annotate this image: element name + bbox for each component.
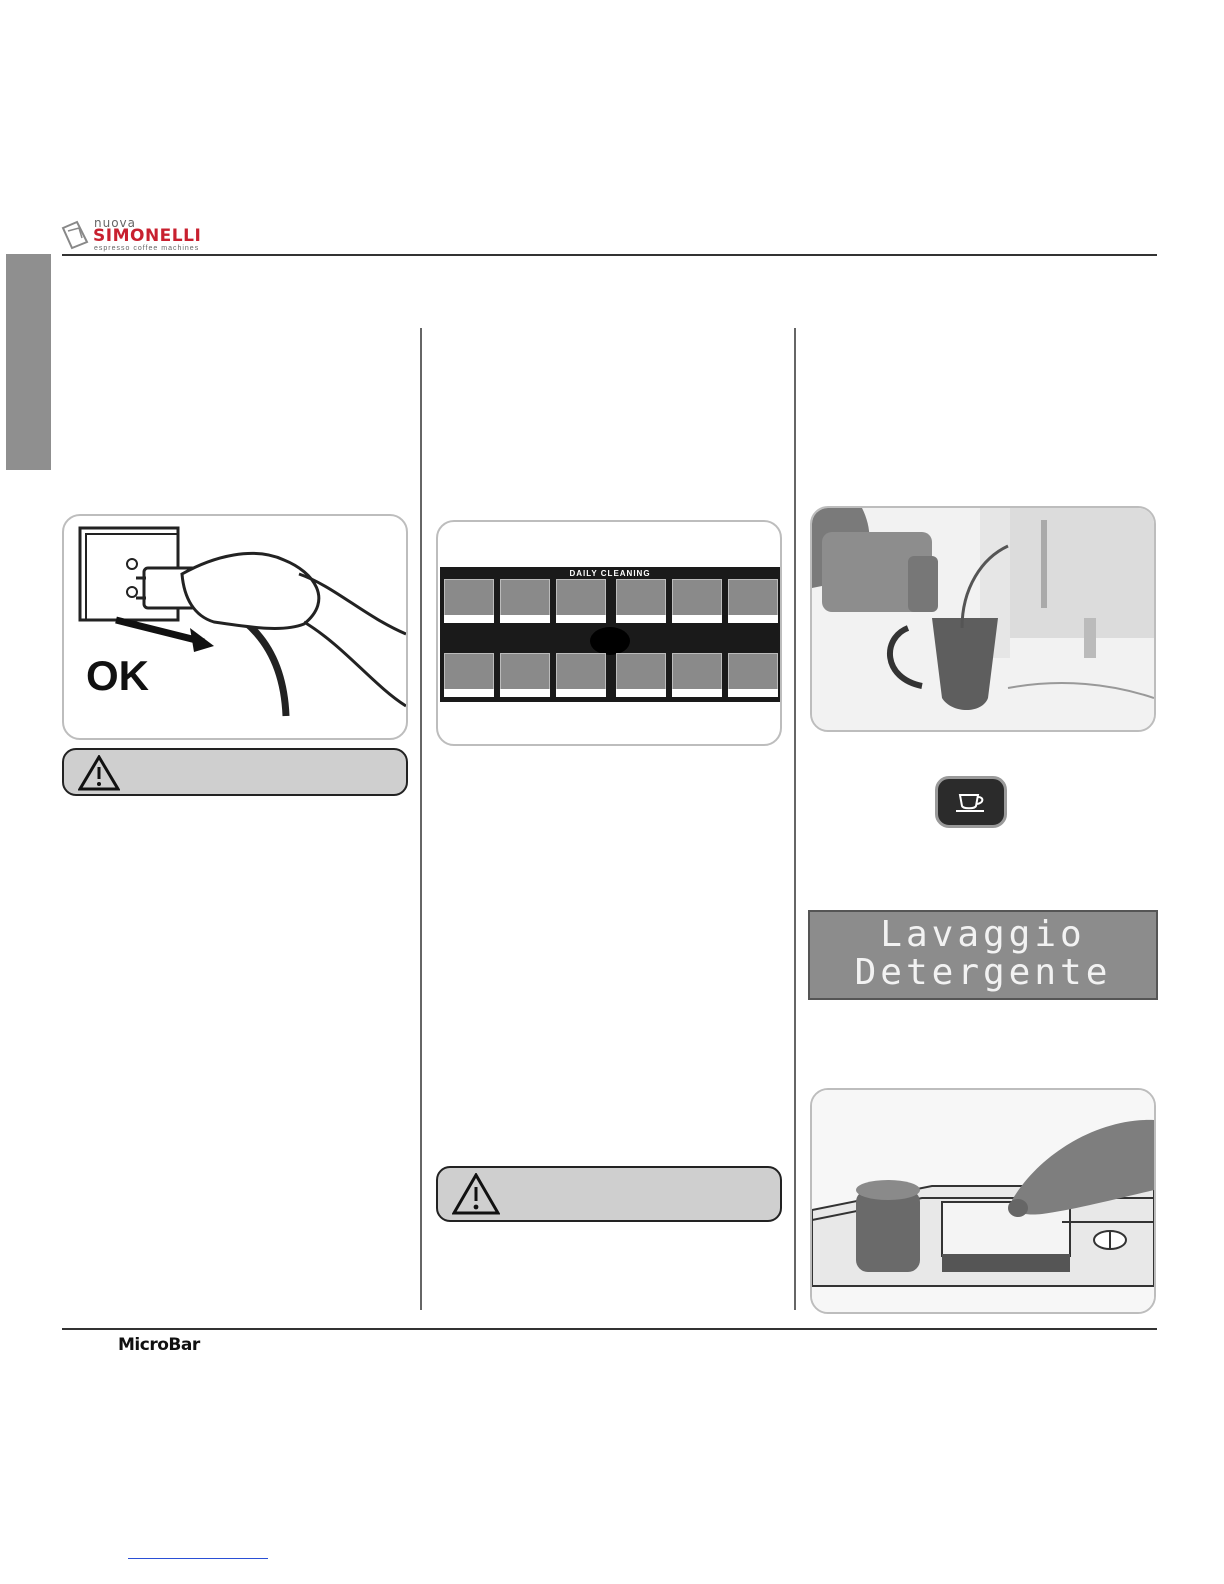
column-divider-left [420, 328, 422, 1310]
warning-icon [78, 755, 120, 791]
cleaning-step-caption [672, 689, 722, 697]
cleaning-step-caption [672, 615, 722, 623]
logo-prefix: nuova [94, 216, 137, 230]
coffee-cup-icon [938, 779, 1004, 825]
display-line-1: Lavaggio [880, 914, 1086, 955]
footer-divider [62, 1328, 1157, 1330]
cleaning-step-caption [500, 689, 550, 697]
detergent-pour-photo [810, 506, 1156, 732]
warning-box-middle [436, 1166, 782, 1222]
logo-tagline: espresso coffee machines [94, 245, 200, 252]
warning-box-left [62, 748, 408, 796]
machine-display [808, 910, 1158, 1000]
section-side-tab [6, 254, 51, 470]
unplug-ok-label: OK [86, 652, 149, 699]
logo-brand-name: SIMONELLI [93, 226, 202, 246]
cleaning-step-caption [556, 689, 606, 697]
display-line-2: Detergente [854, 952, 1112, 993]
plug-icon [64, 516, 406, 738]
detergent-tablet-photo [810, 1088, 1156, 1314]
footer-link-underline [128, 1558, 268, 1559]
daily-cleaning-title: DAILY CLEANING [569, 569, 651, 578]
cleaning-step-caption [728, 689, 778, 697]
cleaning-step-caption [616, 615, 666, 623]
coffee-button[interactable] [935, 776, 1007, 828]
cleaning-step-caption [728, 615, 778, 623]
cleaning-step-caption [616, 689, 666, 697]
cleaning-step-caption [500, 615, 550, 623]
tablet-insert-illustration [812, 1090, 1154, 1312]
unplug-illustration [62, 514, 408, 740]
logo-mark-icon [60, 220, 90, 250]
column-divider-right [794, 328, 796, 1310]
cleaning-step-caption [444, 689, 494, 697]
daily-cleaning-chart [440, 567, 780, 702]
cleaning-step-caption [444, 615, 494, 623]
header-divider [62, 254, 1157, 256]
warning-icon [452, 1173, 500, 1215]
footer-product-logo: MicroBar [118, 1335, 200, 1355]
cleaning-adjust-knob [590, 627, 630, 655]
brand-logo [60, 216, 240, 256]
cleaning-step-caption [556, 615, 606, 623]
detergent-bottle-illustration [812, 508, 1154, 730]
